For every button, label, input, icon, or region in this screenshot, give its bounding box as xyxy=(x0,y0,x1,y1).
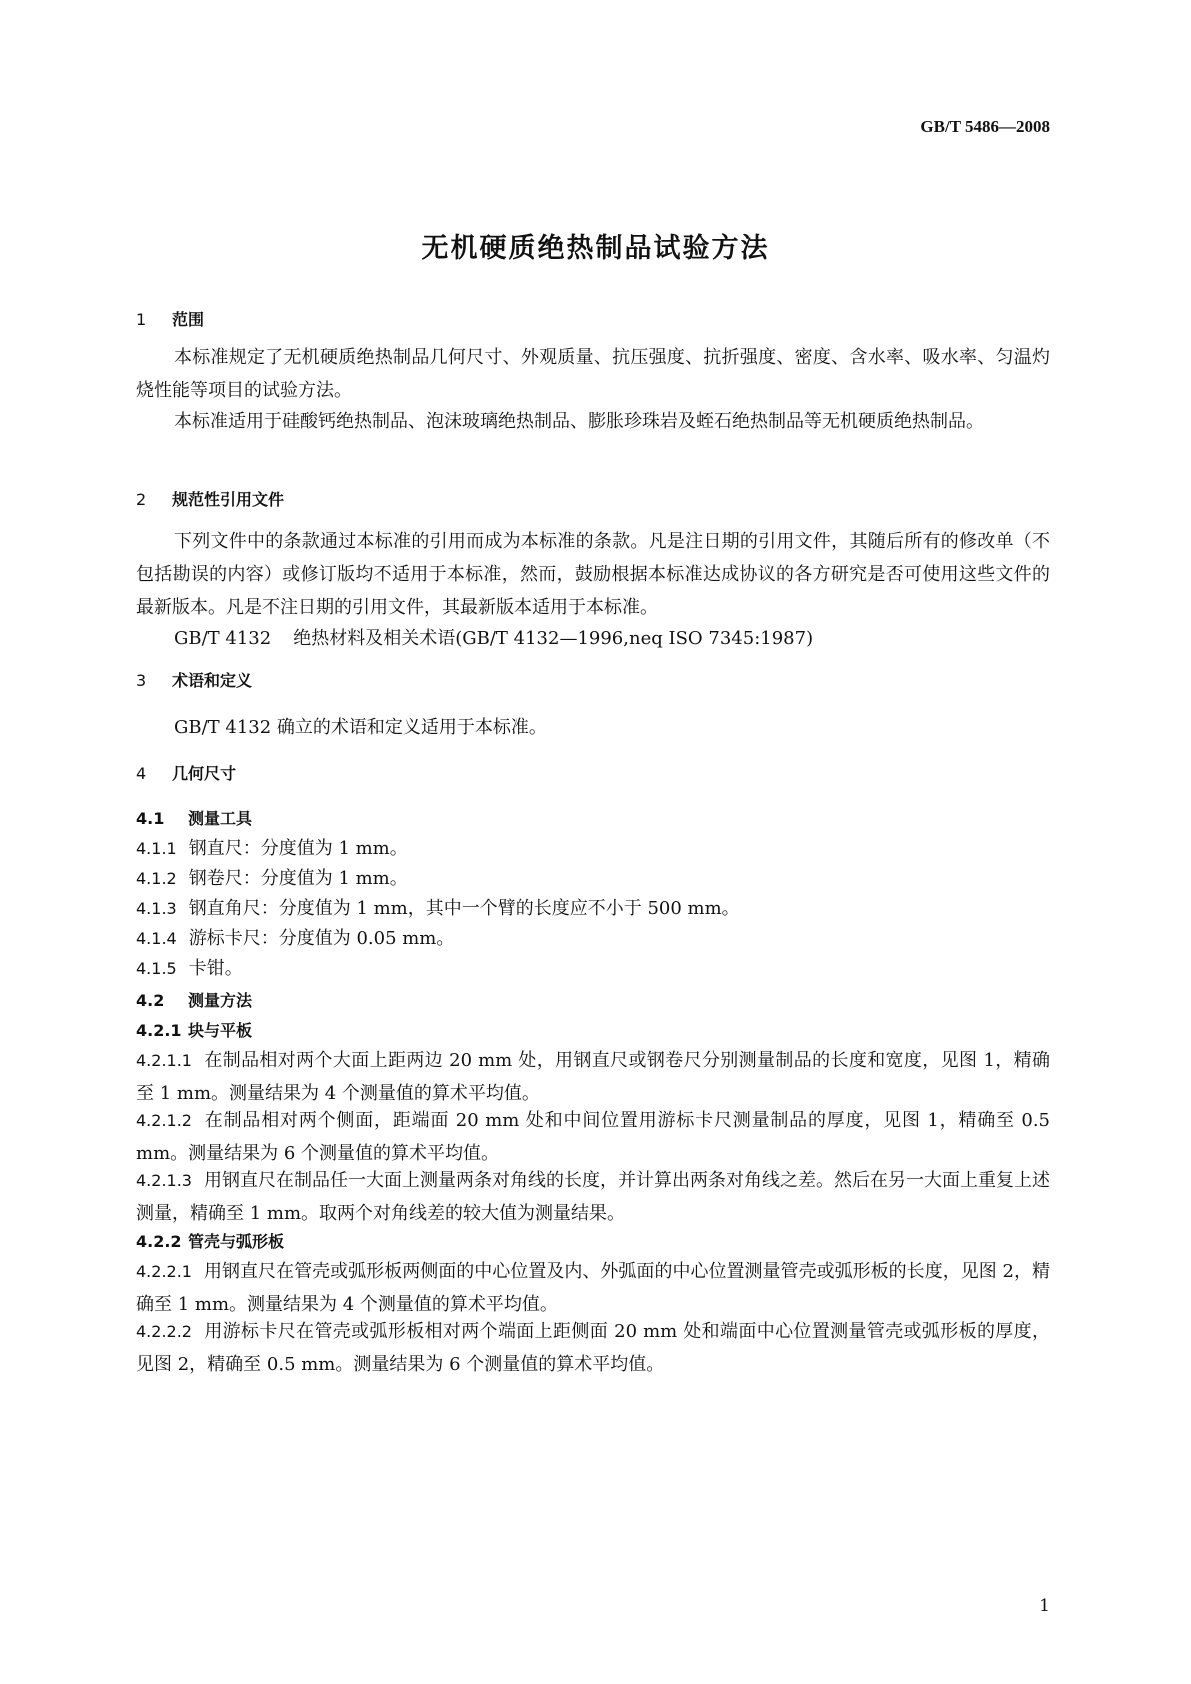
section-title: 几何尺寸 xyxy=(172,764,237,783)
section-4-heading xyxy=(136,761,236,784)
clause-text: 用钢直尺在管壳或弧形板两侧面的中心位置及内、外弧面的中心位置测量管壳或弧形板的长度，见图 2，精确至 1 mm。测量结果为 4 个测量值的算术平均值。 xyxy=(136,1261,1050,1315)
document-title: 无机硬质绝热制品试验方法 xyxy=(421,233,770,264)
subsection-number: 4.1 xyxy=(136,809,165,828)
clause-text: 在制品相对两个侧面，距端面 20 mm 处和中间位置用游标卡尺测量制品的厚度，见图 1，精确至 0.5 mm。测量结果为 6 个测量值的算术平均值。 xyxy=(136,1110,1050,1164)
subsection-number: 4.2.1 xyxy=(136,1021,182,1040)
reference-title: 绝热材料及相关术语(GB/T 4132—1996,neq ISO 7345:1987) xyxy=(293,628,814,649)
clause-number: 4.2.2.1 xyxy=(136,1262,192,1281)
section-number: 2 xyxy=(136,490,147,509)
clause-text: 用游标卡尺在管壳或弧形板相对两个端面上距侧面 20 mm 处和端面中心位置测量管壳或弧形板的厚度，见图 2，精确至 0.5 mm。测量结果为 6 个测量值的算术平均值。 xyxy=(136,1321,1050,1375)
clause-4-1-2 xyxy=(136,862,1050,895)
normative-reference-entry xyxy=(174,624,813,650)
clause-4-2-2-2 xyxy=(136,1315,1050,1381)
section-1-paragraph-1: 本标准规定了无机硬质绝热制品几何尺寸、外观质量、抗压强度、抗折强度、密度、含水率、吸水率、匀温灼烧性能等项目的试验方法。 xyxy=(136,347,1050,401)
subsection-title: 测量方法 xyxy=(188,991,253,1010)
section-3-heading xyxy=(136,668,252,691)
subsection-title: 管壳与弧形板 xyxy=(188,1232,285,1251)
clause-text: 钢直尺：分度值为 1 mm。 xyxy=(188,838,408,859)
clause-4-1-4 xyxy=(136,922,1050,955)
page-number: 1 xyxy=(1039,1596,1050,1616)
section-3-paragraph-1: GB/T 4132 确立的术语和定义适用于本标准。 xyxy=(174,717,547,738)
clause-number: 4.2.1.2 xyxy=(136,1111,192,1130)
clause-4-1-5 xyxy=(136,952,1050,985)
clause-number: 4.2.1.3 xyxy=(136,1171,192,1190)
clause-number: 4.1.3 xyxy=(136,899,177,918)
clause-4-2-1-2 xyxy=(136,1104,1050,1170)
section-1-paragraph-2: 本标准适用于硅酸钙绝热制品、泡沫玻璃绝热制品、膨胀珍珠岩及蛭石绝热制品等无机硬质绝热制品。 xyxy=(174,411,984,432)
clause-4-2-1-1 xyxy=(136,1044,1050,1110)
reference-code: GB/T 4132 xyxy=(174,628,272,649)
section-2-paragraph-1: 下列文件中的条款通过本标准的引用而成为本标准的条款。凡是注日期的引用文件，其随后所有的修改单（不包括勘误的内容）或修订版均不适用于本标准，然而，鼓励根据本标准达成协议的各方研究是否可使用这些文件的最新版本。凡是不注日期的引用文件，其最新版本适用于本标准。 xyxy=(136,531,1050,618)
subsection-4-2-1-heading xyxy=(136,1018,252,1041)
clause-number: 4.1.2 xyxy=(136,869,177,888)
section-number: 1 xyxy=(136,310,147,329)
standard-code-header: GB/T 5486—2008 xyxy=(920,117,1050,136)
subsection-4-2-heading xyxy=(136,988,252,1011)
clause-text: 在制品相对两个大面上距两边 20 mm 处，用钢直尺或钢卷尺分别测量制品的长度和宽度，见图 1，精确至 1 mm。测量结果为 4 个测量值的算术平均值。 xyxy=(136,1050,1050,1104)
clause-number: 4.1.5 xyxy=(136,959,177,978)
clause-text: 钢卷尺：分度值为 1 mm。 xyxy=(188,868,408,889)
clause-number: 4.1.4 xyxy=(136,929,177,948)
clause-text: 用钢直尺在制品任一大面上测量两条对角线的长度，并计算出两条对角线之差。然后在另一大面上重复上述测量，精确至 1 mm。取两个对角线差的较大值为测量结果。 xyxy=(136,1170,1050,1224)
subsection-number: 4.2.2 xyxy=(136,1232,182,1251)
clause-text: 钢直角尺：分度值为 1 mm，其中一个臂的长度应不小于 500 mm。 xyxy=(188,898,740,919)
clause-text: 卡钳。 xyxy=(188,958,243,979)
section-title: 规范性引用文件 xyxy=(172,490,285,509)
section-number: 3 xyxy=(136,671,147,690)
subsection-4-1-heading xyxy=(136,806,252,829)
section-title: 范围 xyxy=(172,310,205,329)
clause-4-1-1 xyxy=(136,832,1050,865)
clause-4-2-2-1 xyxy=(136,1255,1050,1321)
section-title: 术语和定义 xyxy=(172,671,253,690)
clause-4-1-3 xyxy=(136,892,1050,925)
clause-text: 游标卡尺：分度值为 0.05 mm。 xyxy=(188,928,455,949)
clause-4-2-1-3 xyxy=(136,1164,1050,1230)
clause-number: 4.2.1.1 xyxy=(136,1051,192,1070)
clause-number: 4.1.1 xyxy=(136,839,177,858)
section-1-heading xyxy=(136,307,204,330)
clause-number: 4.2.2.2 xyxy=(136,1322,192,1341)
subsection-number: 4.2 xyxy=(136,991,165,1010)
section-2-heading xyxy=(136,487,284,510)
subsection-4-2-2-heading xyxy=(136,1229,284,1252)
section-number: 4 xyxy=(136,764,147,783)
subsection-title: 块与平板 xyxy=(188,1021,253,1040)
subsection-title: 测量工具 xyxy=(188,809,253,828)
